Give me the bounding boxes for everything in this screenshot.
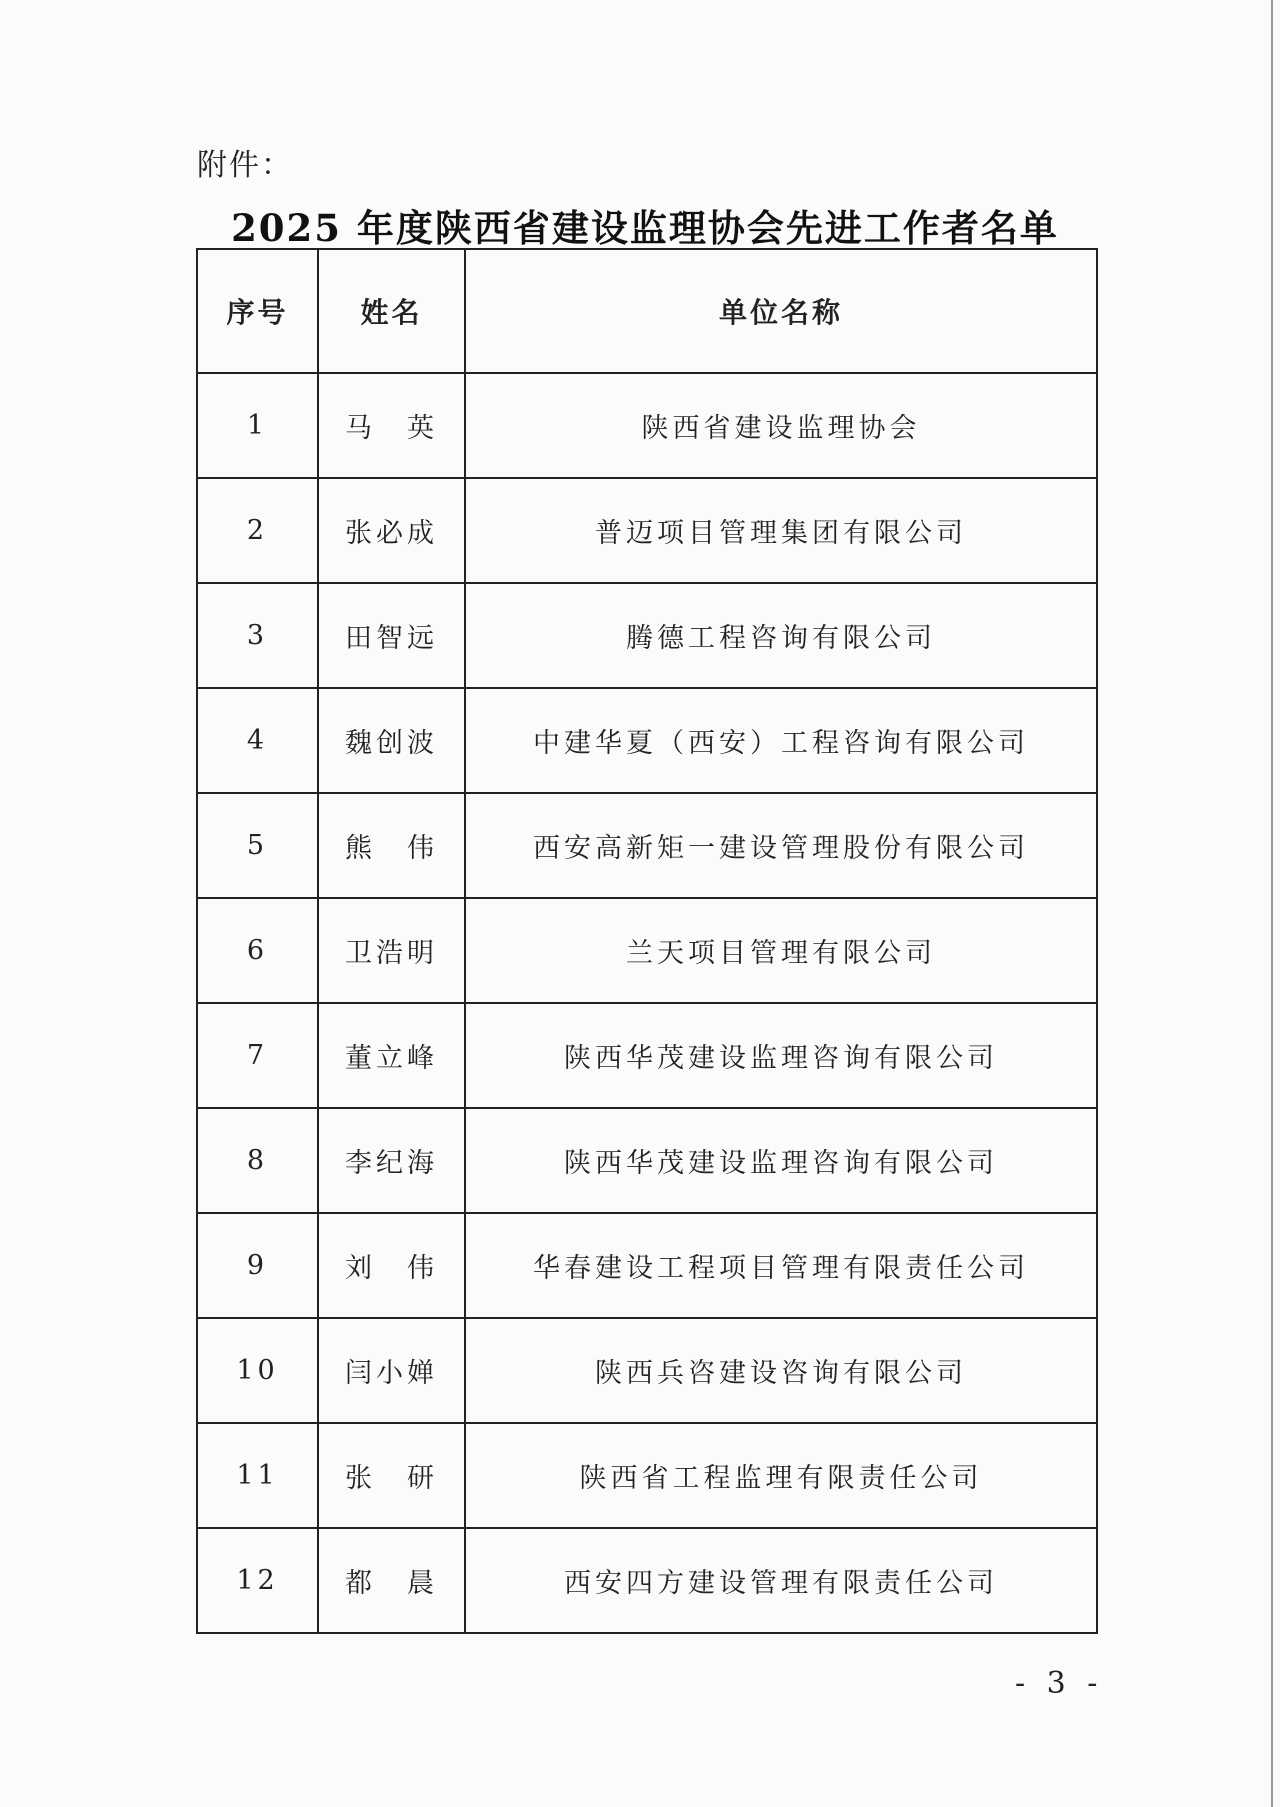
table-row bbox=[197, 793, 1097, 898]
row-name: 刘 伟 bbox=[318, 1213, 465, 1318]
table-row bbox=[197, 1318, 1097, 1423]
row-serial-number: 5 bbox=[197, 793, 318, 898]
header-serial-number: 序号 bbox=[197, 249, 318, 373]
row-name: 闫小婵 bbox=[318, 1318, 465, 1423]
row-organization: 中建华夏（西安）工程咨询有限公司 bbox=[465, 688, 1097, 793]
document-title: 2025 年度陕西省建设监理协会先进工作者名单 bbox=[231, 206, 1059, 250]
row-name: 董立峰 bbox=[318, 1003, 465, 1108]
row-organization: 普迈项目管理集团有限公司 bbox=[465, 478, 1097, 583]
row-name: 都 晨 bbox=[318, 1528, 465, 1633]
row-serial-number: 9 bbox=[197, 1213, 318, 1318]
table-row bbox=[197, 688, 1097, 793]
honoree-table bbox=[196, 248, 1098, 1634]
table-row bbox=[197, 1528, 1097, 1633]
header-name: 姓名 bbox=[318, 249, 465, 373]
header-organization: 单位名称 bbox=[465, 249, 1097, 373]
row-organization: 兰天项目管理有限公司 bbox=[465, 898, 1097, 1003]
row-serial-number: 10 bbox=[197, 1318, 318, 1423]
row-organization: 陕西省建设监理协会 bbox=[465, 373, 1097, 478]
row-organization: 陕西华茂建设监理咨询有限公司 bbox=[465, 1003, 1097, 1108]
table-row bbox=[197, 1003, 1097, 1108]
table-header-row bbox=[197, 249, 1097, 373]
row-organization: 腾德工程咨询有限公司 bbox=[465, 583, 1097, 688]
row-organization: 西安高新矩一建设管理股份有限公司 bbox=[465, 793, 1097, 898]
row-organization: 华春建设工程项目管理有限责任公司 bbox=[465, 1213, 1097, 1318]
row-name: 张必成 bbox=[318, 478, 465, 583]
row-serial-number: 6 bbox=[197, 898, 318, 1003]
row-organization: 陕西省工程监理有限责任公司 bbox=[465, 1423, 1097, 1528]
row-organization: 西安四方建设管理有限责任公司 bbox=[465, 1528, 1097, 1633]
row-serial-number: 12 bbox=[197, 1528, 318, 1633]
table-row bbox=[197, 1213, 1097, 1318]
row-name: 田智远 bbox=[318, 583, 465, 688]
row-serial-number: 1 bbox=[197, 373, 318, 478]
row-serial-number: 4 bbox=[197, 688, 318, 793]
table-row bbox=[197, 898, 1097, 1003]
table-row bbox=[197, 1108, 1097, 1213]
row-name: 张 研 bbox=[318, 1423, 465, 1528]
table-row bbox=[197, 583, 1097, 688]
table-row bbox=[197, 1423, 1097, 1528]
row-serial-number: 8 bbox=[197, 1108, 318, 1213]
row-name: 李纪海 bbox=[318, 1108, 465, 1213]
page-edge-line bbox=[1271, 0, 1273, 1807]
table-row bbox=[197, 478, 1097, 583]
row-serial-number: 7 bbox=[197, 1003, 318, 1108]
row-name: 马 英 bbox=[318, 373, 465, 478]
attachment-label: 附件： bbox=[197, 148, 293, 183]
row-serial-number: 11 bbox=[197, 1423, 318, 1528]
row-name: 魏创波 bbox=[318, 688, 465, 793]
row-organization: 陕西兵咨建设咨询有限公司 bbox=[465, 1318, 1097, 1423]
row-name: 卫浩明 bbox=[318, 898, 465, 1003]
row-name: 熊 伟 bbox=[318, 793, 465, 898]
row-serial-number: 3 bbox=[197, 583, 318, 688]
row-serial-number: 2 bbox=[197, 478, 318, 583]
table-row bbox=[197, 373, 1097, 478]
row-organization: 陕西华茂建设监理咨询有限公司 bbox=[465, 1108, 1097, 1213]
page-number: - 3 - bbox=[1015, 1666, 1104, 1701]
